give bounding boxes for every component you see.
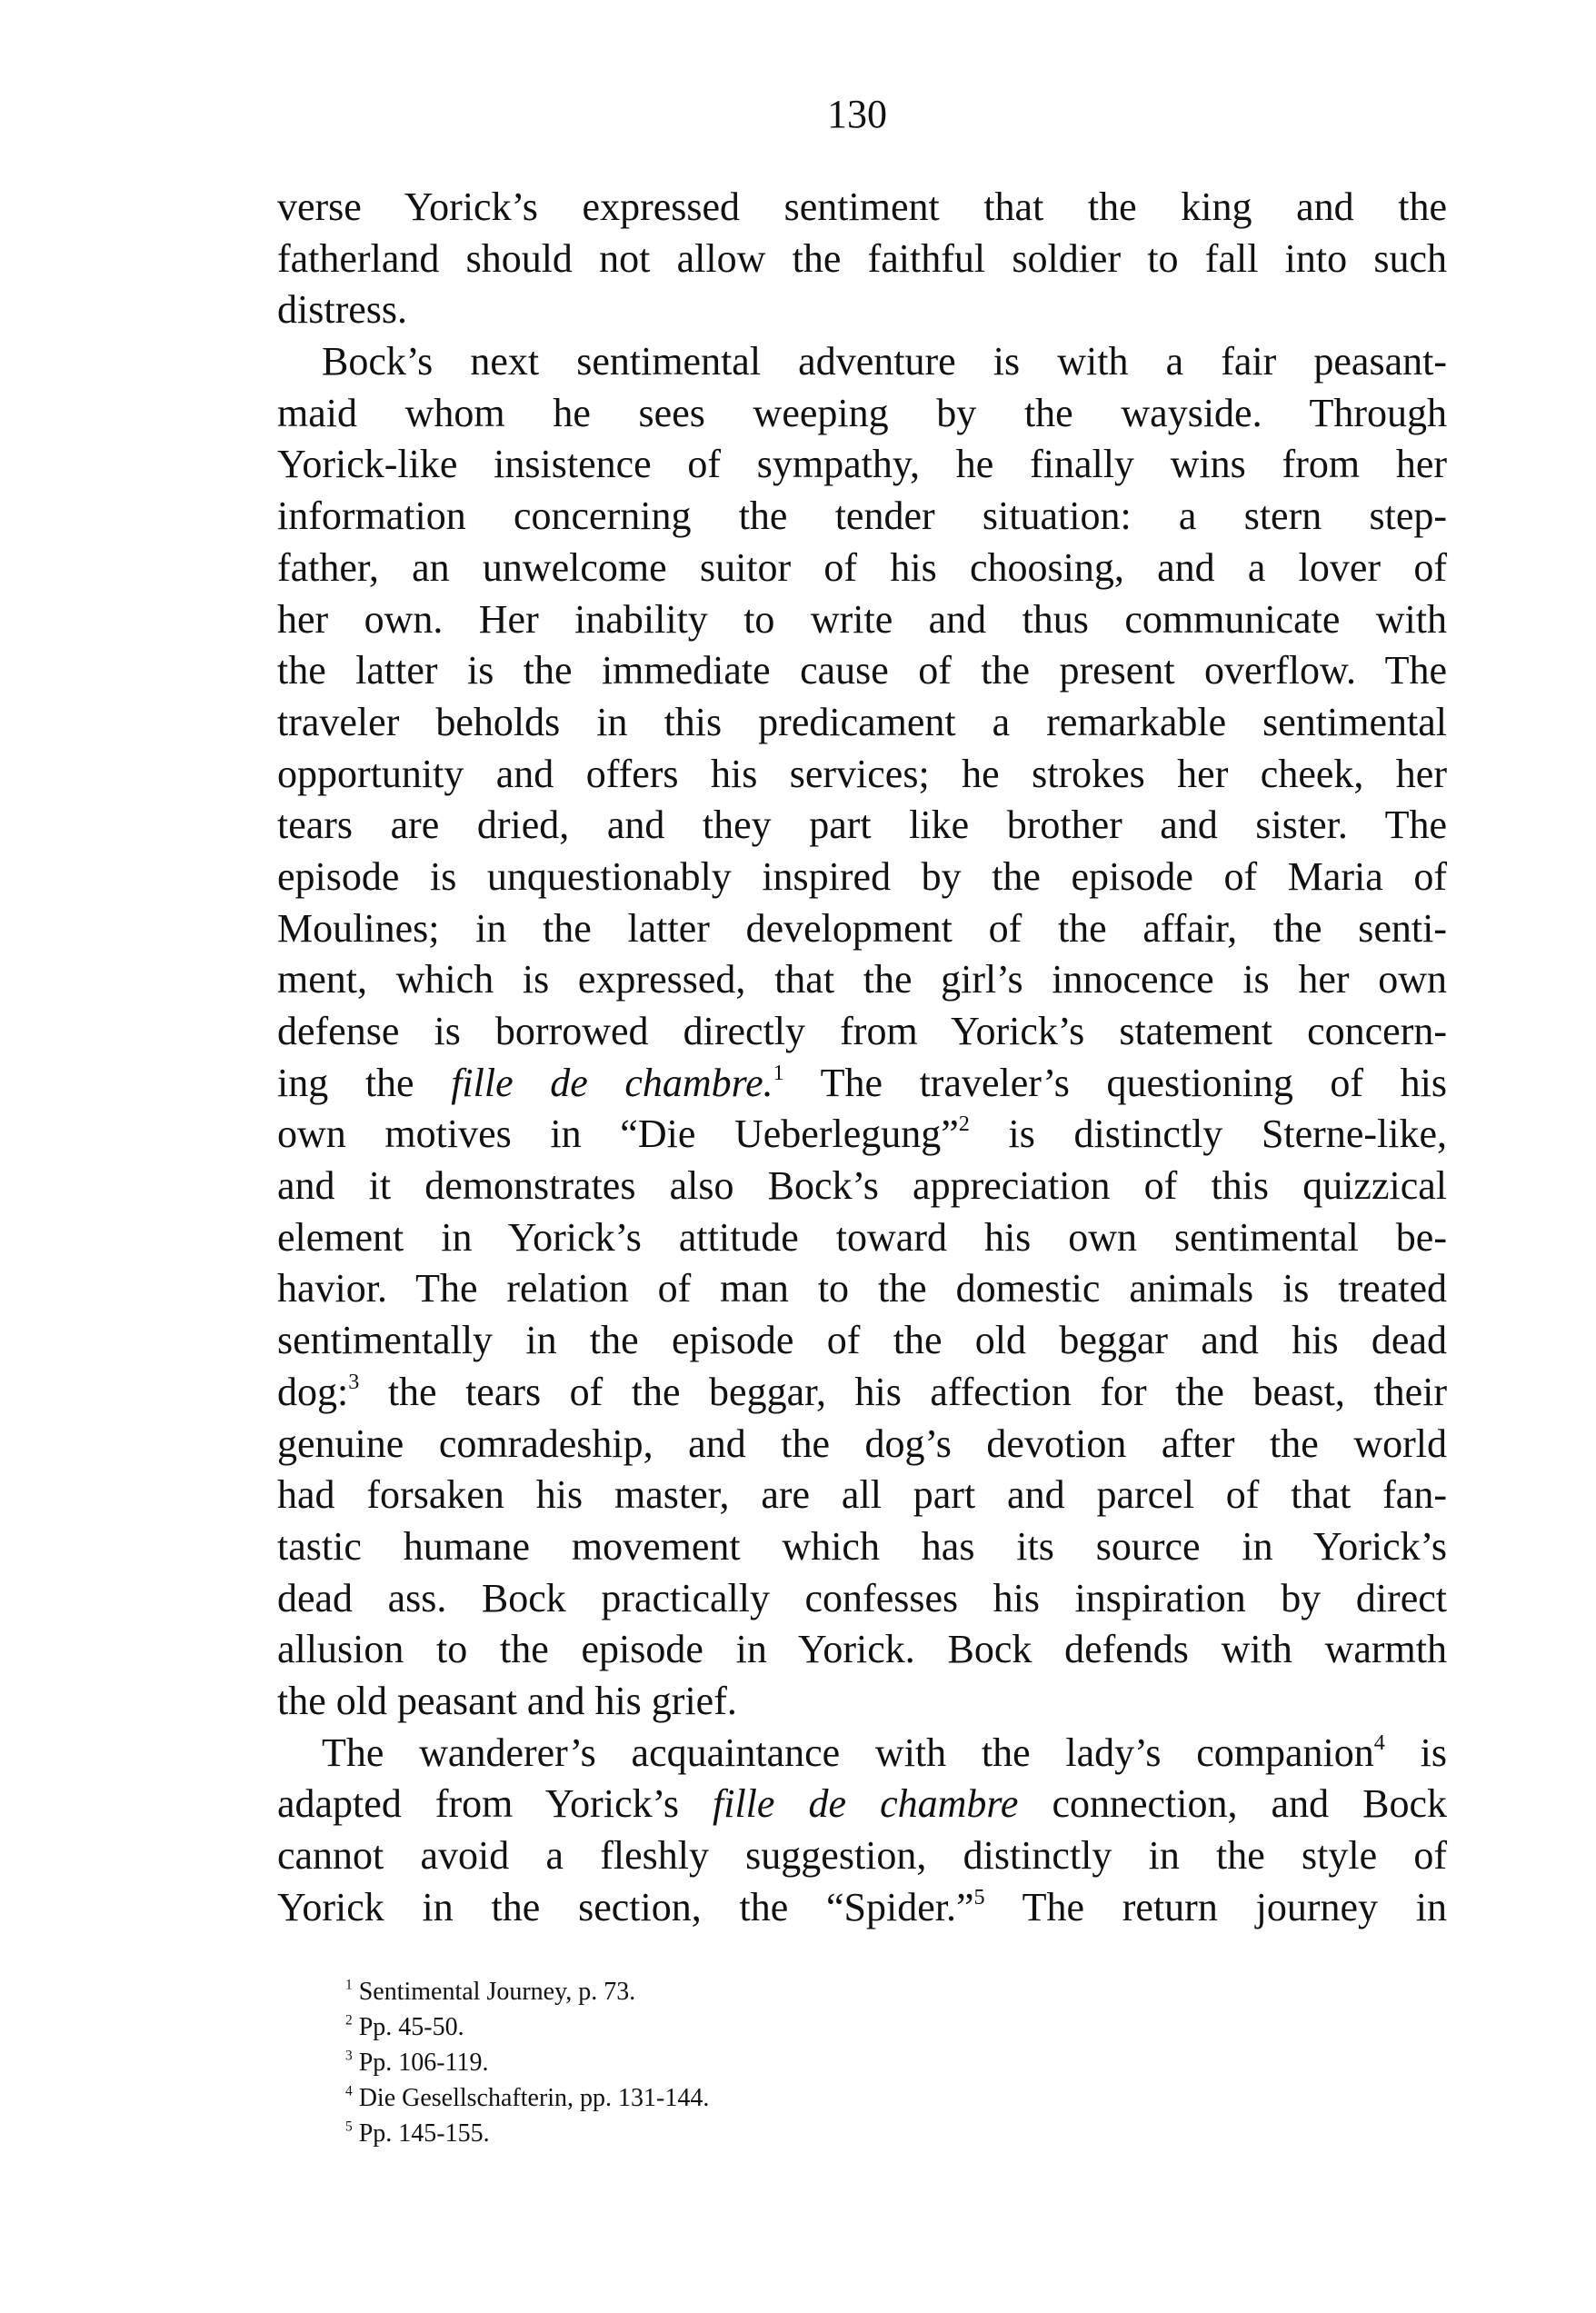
text-line [277,1212,1447,1264]
text-segment: tears are dried, and they part like brother and sister. The [277,803,1447,848]
text-line [277,1882,1447,1934]
text-line [277,439,1447,491]
text-line [277,543,1447,594]
text-line [277,954,1447,1006]
text-segment: ment, which is expressed, that the girl’s innocence is her own [277,957,1447,1002]
text-segment: the latter is the immediate cause of the present overflow. The [277,648,1447,693]
text-line [277,1006,1447,1058]
footnote-mark: 4 [345,2083,353,2099]
footnote-text: Sentimental Journey, p. 73. [358,1978,636,2006]
text-segment: sentimentally in the episode of the old beggar and his dead [277,1318,1447,1363]
text-line [277,1058,1447,1110]
footnotes [345,1974,709,2151]
text-segment: had forsaken his master, are all part and parcel of that fan- [277,1472,1447,1518]
footnote-reference: 5 [973,1884,985,1909]
text-segment: is distinctly Sterne-like, [969,1112,1447,1157]
text-segment: opportunity and offers his services; he strokes her cheek, her [277,751,1447,796]
footnote-mark: 2 [345,2012,353,2029]
text-segment: distress. [277,287,407,333]
text-segment: havior. The relation of man to the domestic animals is treated [277,1266,1447,1311]
footnote [345,1974,709,2009]
text-segment: own motives in “Die Ueberlegung” [277,1112,959,1157]
text-line [277,1624,1447,1676]
footnote-text: Pp. 145-155. [358,2119,490,2148]
text-line [277,697,1447,749]
footnote-text: Die Gesellschafterin, pp. 131-144. [358,2084,710,2112]
text-segment: Moulines; in the latter development of the affair, the senti- [277,905,1447,951]
text-line [277,491,1447,543]
text-segment: The return journey in [984,1884,1447,1929]
text-line [277,1728,1447,1780]
text-segment: allusion to the episode in Yorick. Bock defends with warmth [277,1627,1447,1672]
text-segment: Yorick in the section, the “Spider.” [277,1884,974,1929]
text-segment: father, an unwelcome suitor of his choosing, and a lover of [277,544,1447,590]
text-segment: her own. Her inability to write and thus communicate with [277,596,1447,642]
text-segment: genuine comradeship, and the dog’s devotion after the world [277,1421,1447,1466]
italic-text: fille de chambre. [451,1060,773,1105]
footnote-reference: 2 [958,1112,970,1137]
text-segment: fatherland should not allow the faithful soldier to fall into such [277,235,1447,281]
text-line [277,388,1447,440]
text-segment: the tears of the beggar, his affection for the beast, their [359,1369,1447,1414]
text-line [277,749,1447,801]
text-segment: the old peasant and his grief. [277,1678,737,1723]
text-line [277,1470,1447,1521]
text-line [277,234,1447,285]
text-segment: The wanderer’s acquaintance with the lady’s companion [322,1730,1374,1775]
text-line [277,1779,1447,1830]
footnote [345,2080,709,2116]
text-line [277,1521,1447,1573]
footnote-mark: 1 [345,1977,353,1993]
footnote-text: Pp. 106-119. [358,2049,489,2077]
text-segment: tastic humane movement which has its source in Yorick’s [277,1523,1447,1569]
text-segment: episode is unquestionably inspired by the episode of Maria of [277,853,1447,899]
text-segment: cannot avoid a fleshly suggestion, distinctly in the style of [277,1833,1447,1878]
text-segment: Bock’s next sentimental adventure is with a fair peasant- [322,339,1447,384]
text-segment: The traveler’s questioning of his [783,1060,1448,1105]
text-segment: and it demonstrates also Bock’s appreciation of this quizzical [277,1163,1447,1209]
text-segment: traveler beholds in this predicament a remarkable sentimental [277,699,1447,744]
page-number: 130 [827,92,887,136]
footnote-reference: 1 [773,1060,784,1085]
text-segment: adapted from Yorick’s [277,1781,713,1827]
text-line [277,1830,1447,1882]
footnote [345,2009,709,2045]
footnote-reference: 4 [1373,1730,1385,1755]
text-line [277,1367,1447,1419]
text-line [277,800,1447,852]
text-line [277,182,1447,234]
text-line [277,336,1447,388]
text-segment: maid whom he sees weeping by the wayside. Through [277,390,1447,435]
text-line [277,903,1447,955]
footnote-mark: 5 [345,2119,353,2135]
footnote [345,2045,709,2080]
text-line [277,1676,1447,1728]
text-line [277,1315,1447,1367]
text-line [277,645,1447,697]
text-segment: dead ass. Bock practically confesses his inspiration by direct [277,1575,1447,1620]
text-segment: defense is borrowed directly from Yorick’s statement concern- [277,1009,1447,1053]
text-segment: information concerning the tender situation: a stern step- [277,494,1447,539]
text-line [277,1263,1447,1315]
text-segment: Yorick-like insistence of sympathy, he finally wins from her [277,442,1447,487]
text-segment: element in Yorick’s attitude toward his own sentimental be- [277,1214,1447,1260]
text-line [277,1573,1447,1625]
text-segment: ing the [277,1060,452,1105]
text-segment: is [1384,1730,1447,1775]
text-line [277,852,1447,903]
italic-text: fille de chambre [713,1781,1019,1827]
text-line [277,1161,1447,1212]
text-line [277,1109,1447,1161]
body-text [277,182,1447,1933]
text-segment: dog: [277,1369,349,1414]
text-segment: verse Yorick’s expressed sentiment that the king and the [277,184,1447,229]
footnote-text: Pp. 45-50. [358,2013,464,2041]
text-line [277,284,1447,336]
text-line [277,594,1447,646]
footnote-mark: 3 [345,2048,353,2064]
footnote [345,2116,709,2151]
footnote-reference: 3 [348,1369,360,1394]
text-segment: connection, and Bock [1018,1781,1447,1827]
text-line [277,1419,1447,1471]
